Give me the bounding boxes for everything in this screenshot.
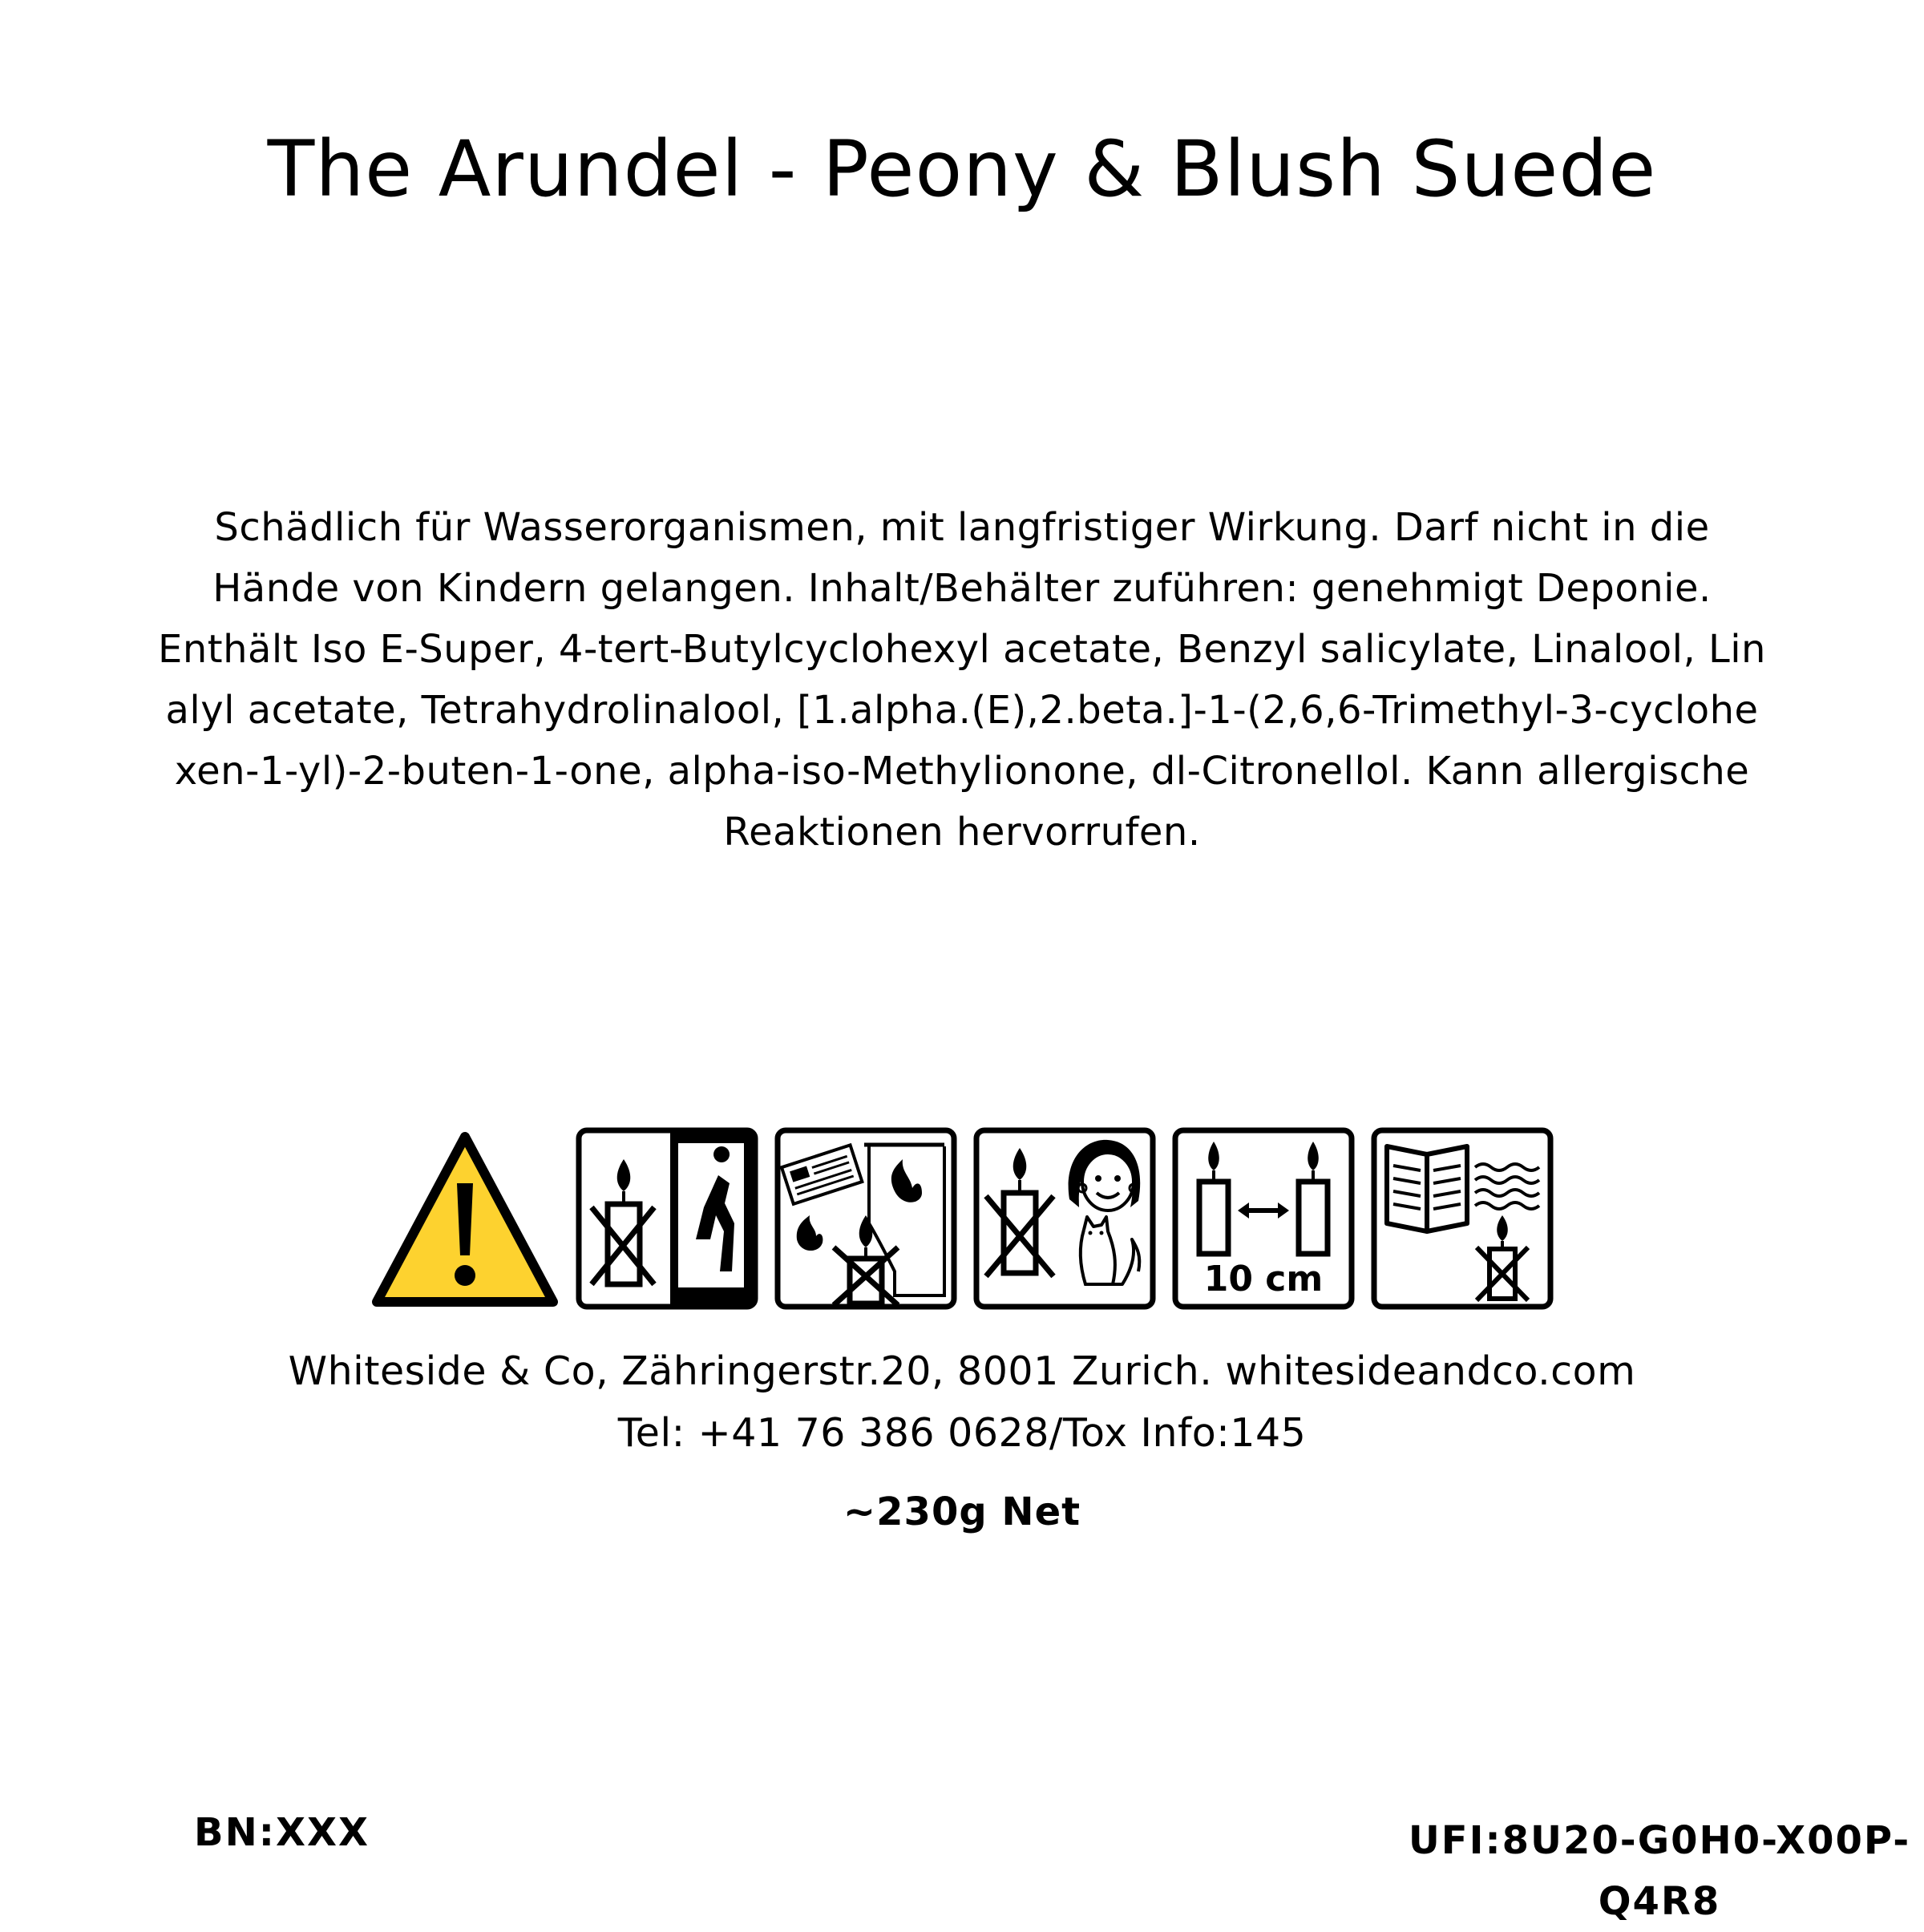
read-instructions-icon: [1371, 1127, 1554, 1310]
hazard-line: xen-1-yl)-2-buten-1-one, alpha-iso-Methylionone, dl-Citronellol. Kann allergische: [174, 749, 1750, 794]
candle-flammable-objects-icon: [774, 1127, 957, 1310]
ufi-line: Q4R8: [1598, 1879, 1721, 1924]
net-weight: ~230g Net: [843, 1489, 1081, 1534]
warning-triangle-icon: [370, 1127, 560, 1312]
ufi-code: [1395, 1810, 1924, 1932]
address-line: Whiteside & Co, Zähringerstr.20, 8001 Zurich. whitesideandco.com: [288, 1348, 1636, 1394]
batch-number: BN:XXX: [194, 1810, 370, 1855]
hazard-line: alyl acetate, Tetrahydrolinalool, [1.alpha.(E),2.beta.]-1-(2,6,6-Trimethyl-3-cyclohe: [165, 688, 1759, 733]
candle-leave-room-icon: [576, 1127, 758, 1310]
contact-line: Tel: +41 76 386 0628/Tox Info:145: [617, 1410, 1307, 1456]
safety-pictogram-row: [370, 1127, 1557, 1312]
hazard-statement: [96, 497, 1828, 863]
hazard-line: Reaktionen hervorrufen.: [723, 810, 1201, 855]
hazard-line: Enthält Iso E-Super, 4-tert-Butylcyclohexyl acetate, Benzyl salicylate, Linalool, Lin: [158, 627, 1766, 672]
product-title: The Arundel - Peony & Blush Suede: [267, 124, 1657, 214]
candle-spacing-icon: [1172, 1127, 1355, 1310]
hazard-line: Schädlich für Wasserorganismen, mit langfristiger Wirkung. Darf nicht in die: [214, 505, 1710, 550]
candle-children-pets-icon: [973, 1127, 1156, 1310]
hazard-line: Hände von Kindern gelangen. Inhalt/Behälter zuführen: genehmigt Deponie.: [212, 566, 1712, 611]
manufacturer-address: [0, 1340, 1924, 1464]
spacing-label: 10 cm: [1203, 1259, 1324, 1299]
ufi-line: UFI:8U20-G0H0-X00P-: [1408, 1818, 1911, 1863]
